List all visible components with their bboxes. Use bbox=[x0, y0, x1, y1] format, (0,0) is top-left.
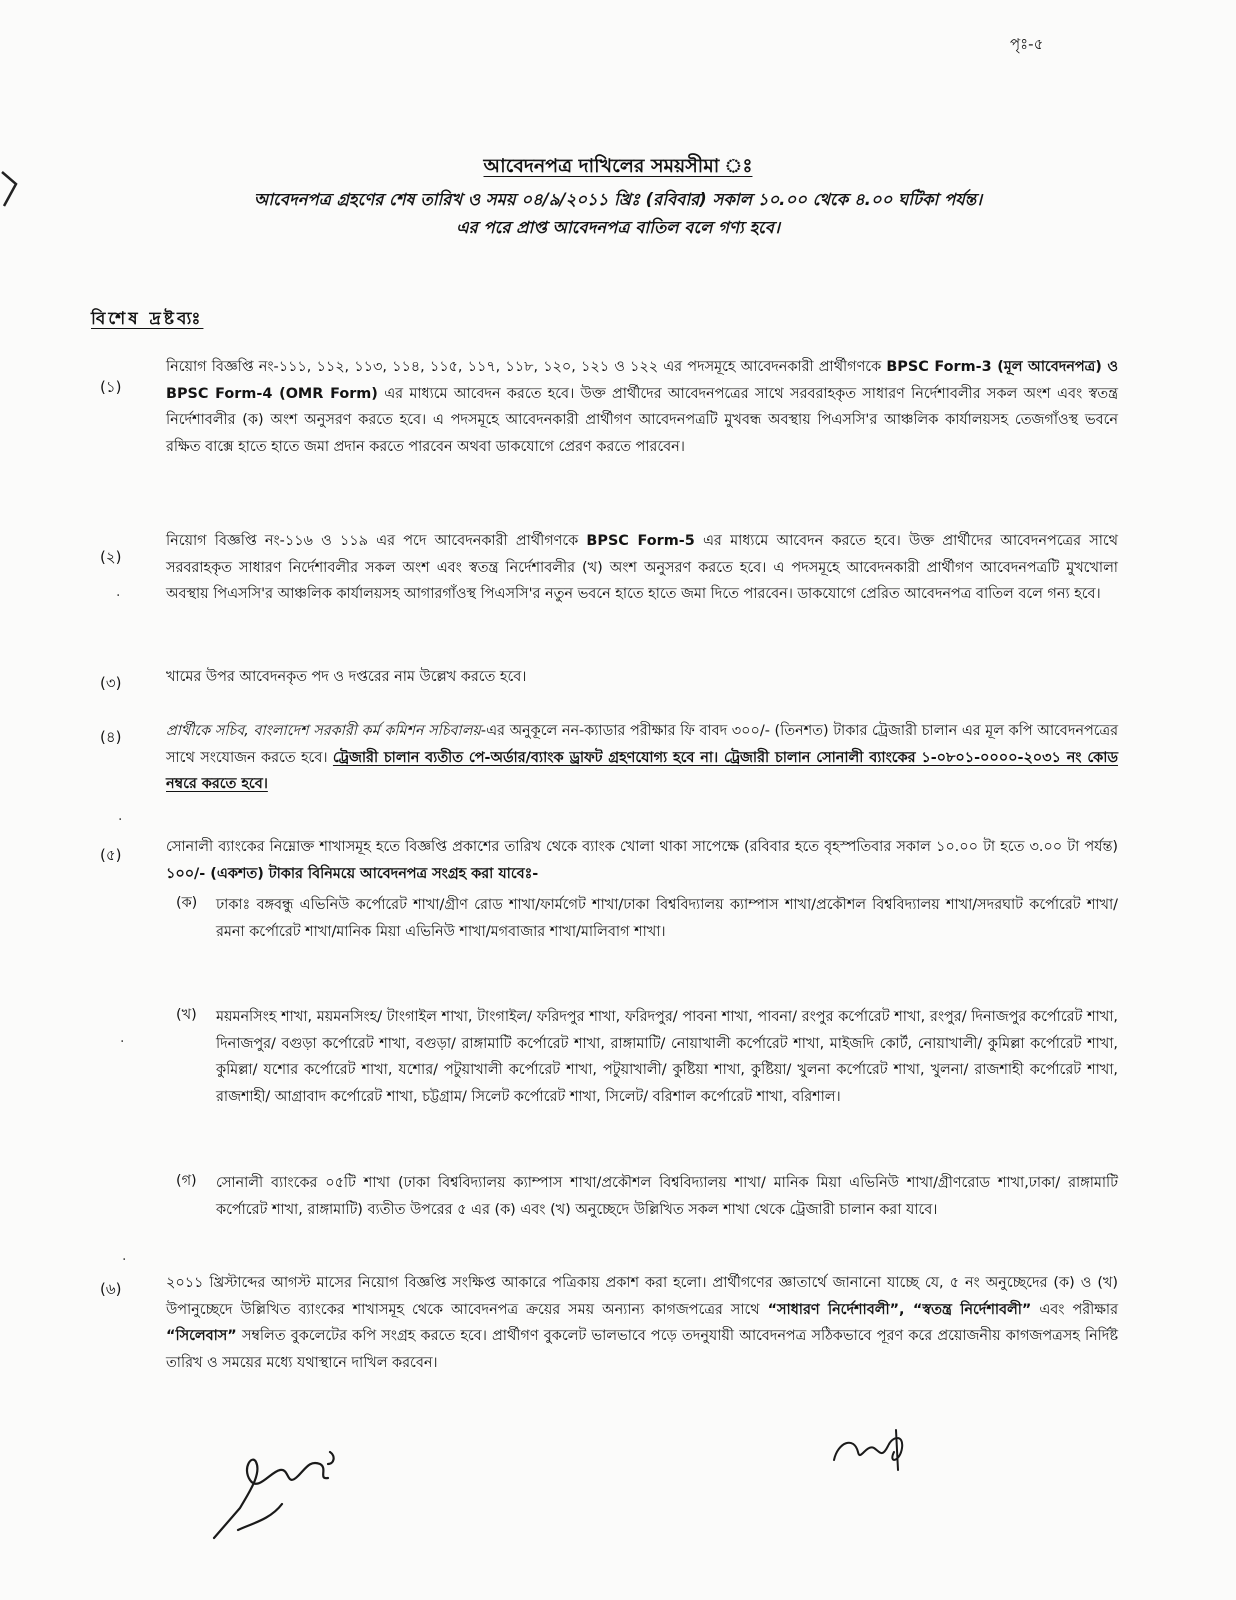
item-number: (৬) bbox=[100, 1280, 122, 1298]
item-4-part-1: -এর অনুকূলে নন-ক্যাডার পরীক্ষার ফি বাবদ ৩০০/- (তিনশত) টাকার ট্রেজারী চালান এর মূল কপি আবেদনপত্রের সাথে সংযোজন করতে হবে। bbox=[166, 723, 1119, 766]
item-2-part-2: এর মাধ্যমে আবেদন করতে হবে। উক্ত প্রার্থীদের আবেদনপত্রের সাথে সরবরাহকৃত সাধারণ নির্দেশাবলীর সকল অংশ এবং স্বতন্ত্র নির্দেশাবলীর (খ) অংশ অনুসরণ করতে হবে। এ পদসমূহে আবেদনকারী প্রার্থীগণ আবেদনপত্রটি মুখখোলা অবস্থায় পিএসসি'র আঞ্চলিক কার্যালয়সহ আগারগাঁওস্থ পিএসসি'র নতুন ভবনে হাতে হাতে জমা দিতে পারবেন। ডাকযোগে প্রেরিত আবেদনপত্র বাতিল বলে গন্য হবে। bbox=[166, 533, 1118, 602]
item-number: (১) bbox=[100, 378, 122, 396]
item-6-bold-syllabus: “সিলেবাস” bbox=[166, 1328, 237, 1344]
item-4-italic-part: প্রার্থীকে সচিব, বাংলাদেশ সরকারী কর্ম কমিশন সচিবালয় bbox=[166, 723, 481, 739]
special-note-heading: বিশেষ দ্রষ্টব্যঃ bbox=[91, 309, 204, 329]
item-5-bold-part: ১০০/- (একশত) টাকার বিনিময়ে আবেদনপত্র সংগ্রহ করা যাবেঃ- bbox=[166, 865, 539, 882]
sub-item-text: ময়মনসিংহ শাখা, ময়মনসিংহ/ টাংগাইল শাখা, টাংগাইল/ ফরিদপুর শাখা, ফরিদপুর/ পাবনা শাখা, পাবনা/ রংপুর কর্পোরেট শাখা, রংপুর/ দিনাজপুর কর্পোরেট শাখা, দিনাজপুর/ বগুড়া কর্পোরেট শাখা, বগুড়া/ রাঙ্গামাটি কর্পোরেট শাখা, রাঙ্গামাটি/ নোয়াখালী কর্পোরেট শাখা, মাইজদি কোর্ট, নোয়াখালী/ কুমিল্লা কর্পোরেট শাখা, কুমিল্লা/ যশোর কর্পোরেট শাখা, যশোর/ পটুয়াখালী কর্পোরেট শাখা, পটুয়াখালী/ কুষ্টিয়া শাখা, কুষ্টিয়া/ খুলনা কর্পোরেট শাখা, খুলনা/ রাজশাহী কর্পোরেট শাখা, রাজশাহী/ আগ্রাবাদ কর্পোরেট শাখা, চট্টগ্রাম/ সিলেট কর্পোরেট শাখা, সিলেট/ বরিশাল কর্পোরেট শাখা, বরিশাল। bbox=[216, 1009, 1118, 1105]
item-number: (২) bbox=[100, 548, 122, 566]
item-6-part-2: এবং পরীক্ষার bbox=[1039, 1301, 1119, 1318]
item-1-part-2: এর মাধ্যমে আবেদন করতে হবে। উক্ত প্রার্থীদের আবেদনপত্রের সাথে সরবরাহকৃত সাধারণ নির্দেশাবলীর সকল অংশ এবং স্বতন্ত্র নির্দেশাবলীর (ক) অংশ অনুসরণ করতে হবে। এ পদসমূহে আবেদনকারী প্রার্থীগণ আবেদনপত্রটি মুখবন্ধ অবস্থায় পিএসসি'র আঞ্চলিক কার্যালয়সহ তেজগাঁওস্থ ভবনে রক্ষিত বাক্সে হাতে হাতে জমা প্রদান করতে পারবেন অথবা ডাকযোগে প্রেরণ করতে পারবেন। bbox=[166, 385, 1118, 455]
item-6-part-3: সম্বলিত বুকলেটের কপি সংগ্রহ করতে হবে। প্রার্থীগণ বুকলেট ভালভাবে পড়ে তদনুযায়ী আবেদনপত্র সঠিকভাবে পূরণ করে প্রয়োজনীয় কাগজপত্রসহ নির্দিষ্ট তারিখ ও সময়ের মধ্যে যথাস্থানে দাখিল করবেন। bbox=[166, 1328, 1118, 1371]
item-text bbox=[166, 354, 1118, 460]
item-6-bold-instructions: “সাধারণ নির্দেশাবলী”, “স্বতন্ত্র নির্দেশাবলী” bbox=[767, 1301, 1032, 1318]
item-1-part-1: নিয়োগ বিজ্ঞপ্তি নং-১১১, ১১২, ১১৩, ১১৪, ১১৫, ১১৭, ১১৮, ১২০, ১২১ ও ১২২ এর পদসমূহে আবেদনকারী প্রার্থীগণকে bbox=[166, 359, 882, 375]
signature-right bbox=[826, 1422, 922, 1478]
item-text bbox=[166, 1270, 1118, 1376]
signature-left bbox=[210, 1434, 350, 1544]
scan-speck: · bbox=[122, 1252, 127, 1268]
section-title-text: আবেদনপত্র দাখিলের সময়সীমা ঃ bbox=[483, 155, 753, 177]
deadline-line-2: এর পরে প্রাপ্ত আবেদনপত্র বাতিল বলে গণ্য হবে। bbox=[456, 218, 780, 237]
sub-item-label: (গ) bbox=[176, 1173, 197, 1189]
page-number: পৃঃ-৫ bbox=[1010, 35, 1044, 53]
item-number: (৪) bbox=[100, 728, 122, 746]
item-4-underlined-part: ট্রেজারী চালান ব্যতীত পে-অর্ডার/ব্যাংক ড্রাফট গ্রহণযোগ্য হবে না। ট্রেজারী চালান সোনালী ব্যাংকের ১-০৮০১-০০০০-২০৩১ নং কোড নম্বরে করতে হবে। bbox=[166, 749, 1119, 792]
item-5-part-1: সোনালী ব্যাংকের নিম্নোক্ত শাখাসমূহ হতে বিজ্ঞপ্তি প্রকাশের তারিখ থেকে ব্যাংক খোলা থাকা সাপেক্ষে (রবিবার হতে বৃহস্পতিবার সকাল ১০.০০ টা হতে ৩.০০ টা পর্যন্ত) bbox=[166, 839, 1118, 855]
sub-item-label: (খ) bbox=[176, 1007, 197, 1023]
item-text bbox=[166, 834, 1118, 887]
item-number: (৫) bbox=[100, 846, 122, 864]
item-text bbox=[166, 528, 1118, 608]
sub-item-text: ঢাকাঃ বঙ্গবন্ধু এভিনিউ কর্পোরেট শাখা/গ্রীণ রোড শাখা/ফার্মগেট শাখা/ঢাকা বিশ্ববিদ্যালয় ক্যাম্পাস শাখা/প্রকৌশল বিশ্ববিদ্যালয় শাখা/সদরঘাট কর্পোরেট শাখা/রমনা কর্পোরেট শাখা/মানিক মিয়া এভিনিউ শাখা/মগবাজার শাখা/মালিবাগ শাখা। bbox=[216, 897, 1118, 940]
item-2-part-1: নিয়োগ বিজ্ঞপ্তি নং-১১৬ ও ১১৯ এর পদে আবেদনকারী প্রার্থীগণকে bbox=[166, 533, 579, 549]
item-6-part-1: ২০১১ খ্রিস্টাব্দের আগস্ট মাসের নিয়োগ বিজ্ঞপ্তি সংক্ষিপ্ত আকারে পত্রিকায় প্রকাশ করা হলো। প্রার্থীগণের জ্ঞাতার্থে জানানো যাচ্ছে যে, ৫ নং অনুচ্ছেদের (ক) ও (খ) উপানুচ্ছেদে উল্লিখিত ব্যাংকের শাখাসমূহ থেকে আবেদনপত্র ক্রয়ের সময় অন্যান্য কাগজপত্রের সাথে bbox=[166, 1275, 1118, 1318]
deadline-line-1: আবেদনপত্র গ্রহণের শেষ তারিখ ও সময় ০৪/৯/২০১১ খ্রিঃ (রবিবার) সকাল ১০.০০ থেকে ৪.০০ ঘটিকা পর্যন্ত। bbox=[253, 190, 983, 209]
sub-item-label: (ক) bbox=[176, 895, 198, 911]
scan-speck: · bbox=[116, 588, 121, 604]
item-text bbox=[166, 718, 1118, 798]
scan-speck: · bbox=[120, 1034, 125, 1050]
sub-item-text: সোনালী ব্যাংকের ০৫টি শাখা (ঢাকা বিশ্ববিদ্যালয় ক্যাম্পাস শাখা/প্রকৌশল বিশ্ববিদ্যালয় শাখা/ মানিক মিয়া এভিনিউ শাখা/গ্রীণরোড শাখা,ঢাকা/ রাঙ্গামাটি কর্পোরেট শাখা, রাঙ্গামাটি) ব্যতীত উপরের ৫ এর (ক) এবং (খ) অনুচ্ছেদে উল্লিখিত সকল শাখা থেকে ট্রেজারী চালান করা যাবে। bbox=[216, 1175, 1118, 1218]
section-title bbox=[0, 152, 1236, 184]
scan-speck: · bbox=[118, 812, 123, 828]
deadline-notice bbox=[0, 186, 1236, 242]
item-number: (৩) bbox=[100, 674, 122, 692]
item-text: খামের উপর আবেদনকৃত পদ ও দপ্তরের নাম উল্লেখ করতে হবে। bbox=[166, 669, 527, 685]
item-1-bold-forms: BPSC Form-3 (মূল আবেদনপত্র) ও BPSC Form-4 (OMR Form) bbox=[166, 359, 1118, 402]
item-2-bold-form: BPSC Form-5 bbox=[586, 533, 695, 549]
